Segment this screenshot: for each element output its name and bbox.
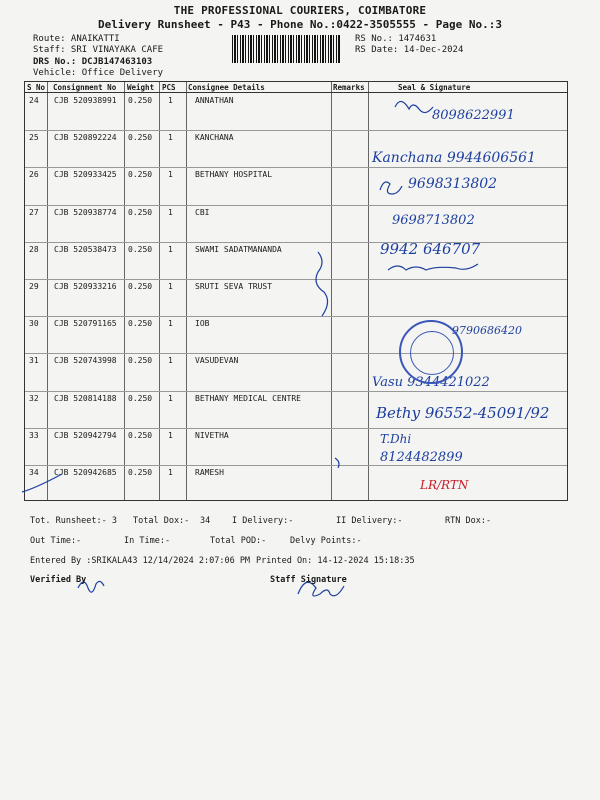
staff-label: Staff: SRI VINAYAKA CAFE <box>33 45 164 55</box>
col-sno: S No <box>27 83 46 92</box>
handwriting-row-24: 8098622991 <box>432 108 515 123</box>
row-pcs: 1 <box>168 96 173 105</box>
row-pcs: 1 <box>168 244 173 254</box>
handwriting-row-27: 9698713802 <box>392 213 475 228</box>
row-consignee: SWAMI SADATMANANDA <box>195 244 282 254</box>
office-seal-stamp <box>399 320 463 384</box>
handwriting-row-31: Vasu 9344421022 <box>372 375 490 390</box>
row-pcs: 1 <box>168 282 173 291</box>
row-consignment-no: CJB 520892224 <box>54 133 117 143</box>
col-consignee: Consignee Details <box>188 83 265 92</box>
row-consignee: RAMESH <box>195 468 224 477</box>
row-consignment-no: CJB 520942794 <box>54 430 117 440</box>
handwriting-row-34-status: LR/RTN <box>420 478 469 492</box>
i-delivery: I Delivery:- <box>232 516 294 526</box>
row-pcs: 1 <box>168 393 173 403</box>
route-label: Route: ANAIKATTI <box>33 34 120 44</box>
row-consignment-no: CJB 520791165 <box>54 319 117 329</box>
handwriting-row-28: 9942 646707 <box>380 240 481 258</box>
company-title: THE PROFESSIONAL COURIERS, COIMBATORE <box>173 4 427 17</box>
handwriting-row-26: 9698313802 <box>408 176 498 192</box>
row-weight: 0.250 <box>128 430 153 440</box>
row-pcs: 1 <box>168 133 173 143</box>
row-consignee: IOB <box>195 319 210 329</box>
drs-number: DRS No.: DCJB147463103 <box>33 57 153 67</box>
handwriting-row-33-name: T.Dhi <box>380 432 412 446</box>
total-dox-label: Total Dox:- <box>133 516 190 526</box>
row-sno: 30 <box>29 319 39 329</box>
vehicle-label: Vehicle: Office Delivery <box>33 68 164 78</box>
row-consignee: VASUDEVAN <box>195 356 239 366</box>
row-sno: 33 <box>29 430 39 440</box>
row-weight: 0.250 <box>128 319 153 329</box>
col-weight: Weight <box>127 83 155 92</box>
row-sno: 32 <box>29 393 39 403</box>
total-pod: Total POD:- <box>210 536 267 546</box>
row-pcs: 1 <box>168 319 173 329</box>
rs-date: RS Date: 14-Dec-2024 <box>355 45 464 55</box>
runsheet-title: Delivery Runsheet - P43 - Phone No.:0422-3505555 - Page No.:3 <box>98 18 502 31</box>
row-consignment-no: CJB 520933425 <box>54 170 117 180</box>
row-consignment-no: CJB 520938774 <box>54 207 117 217</box>
row-consignee: NIVETHA <box>195 430 229 440</box>
row-weight: 0.250 <box>128 282 153 291</box>
printed-on: Printed On: 14-12-2024 15:18:35 <box>256 556 415 566</box>
row-pcs: 1 <box>168 468 173 477</box>
row-consignee: BETHANY MEDICAL CENTRE <box>195 393 301 403</box>
row-weight: 0.250 <box>128 207 153 217</box>
row-weight: 0.250 <box>128 244 153 254</box>
col-consignment: Consignment No <box>53 83 117 92</box>
row-weight: 0.250 <box>128 96 153 105</box>
row-consignment-no: CJB 520538473 <box>54 244 117 254</box>
verified-by: Verified By <box>30 575 87 585</box>
row-sno: 24 <box>29 96 39 105</box>
col-remarks: Remarks <box>333 83 365 92</box>
row-consignee: CBI <box>195 207 210 217</box>
entered-by: Entered By :SRIKALA43 12/14/2024 2:07:06 PM <box>30 556 251 566</box>
row-consignee: SRUTI SEVA TRUST <box>195 282 273 291</box>
handwriting-row-33-phone: 8124482899 <box>380 450 463 465</box>
row-sno: 31 <box>29 356 39 366</box>
row-sno: 28 <box>29 244 39 254</box>
delvy-points: Delvy Points:- <box>290 536 362 546</box>
row-consignment-no: CJB 520942685 <box>54 468 117 477</box>
out-time: Out Time:- <box>30 536 82 546</box>
row-weight: 0.250 <box>128 468 153 477</box>
handwriting-row-25: Kanchana 9944606561 <box>372 150 536 166</box>
row-consignee: ANNATHAN <box>195 96 234 105</box>
staff-signature: Staff Signature <box>270 575 347 585</box>
row-consignment-no: CJB 520933216 <box>54 282 117 291</box>
ii-delivery: II Delivery:- <box>336 516 403 526</box>
row-consignment-no: CJB 520938991 <box>54 96 117 105</box>
col-pcs: PCS <box>162 83 176 92</box>
row-sno: 29 <box>29 282 39 291</box>
row-weight: 0.250 <box>128 133 153 143</box>
row-sno: 27 <box>29 207 39 217</box>
row-consignment-no: CJB 520814188 <box>54 393 117 403</box>
row-sno: 26 <box>29 170 39 180</box>
row-consignee: KANCHANA <box>195 133 234 143</box>
row-sno: 25 <box>29 133 39 143</box>
row-consignment-no: CJB 520743998 <box>54 356 117 366</box>
rtn-dox: RTN Dox:- <box>445 516 492 526</box>
handwriting-row-30: 9790686420 <box>452 324 522 337</box>
row-pcs: 1 <box>168 207 173 217</box>
row-sno: 34 <box>29 468 39 477</box>
row-pcs: 1 <box>168 170 173 180</box>
row-weight: 0.250 <box>128 356 153 366</box>
rs-number: RS No.: 1474631 <box>355 34 437 44</box>
row-weight: 0.250 <box>128 393 153 403</box>
total-runsheet: Tot. Runsheet:- 3 <box>30 516 117 526</box>
row-weight: 0.250 <box>128 170 153 180</box>
row-pcs: 1 <box>168 356 173 366</box>
row-pcs: 1 <box>168 430 173 440</box>
row-consignee: BETHANY HOSPITAL <box>195 170 273 180</box>
col-seal-signature: Seal & Signature <box>398 83 471 92</box>
total-dox-value: 34 <box>200 516 211 526</box>
in-time: In Time:- <box>124 536 171 546</box>
handwriting-row-32: Bethy 96552-45091/92 <box>376 404 550 422</box>
